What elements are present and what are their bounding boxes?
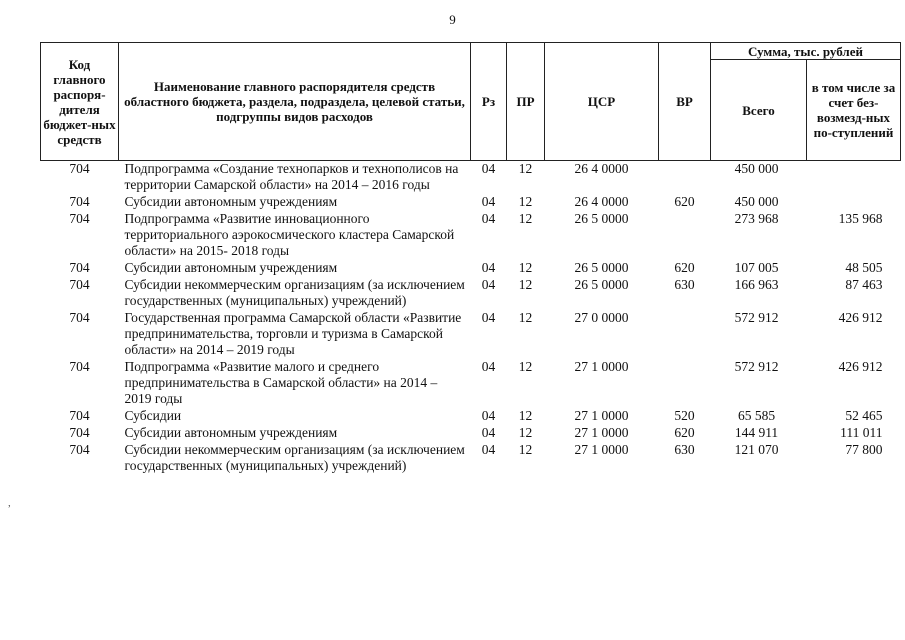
cell-code: 704 bbox=[69, 359, 90, 374]
cell-csr: 26 5 0000 bbox=[574, 260, 629, 275]
table-row bbox=[41, 211, 901, 260]
budget-table bbox=[40, 42, 901, 475]
cell-free: 77 800 bbox=[845, 442, 883, 457]
cell-name: Субсидии некоммерческим организациям (за исключением государственных (муниципальных) учреждений) bbox=[124, 442, 465, 473]
cell-rz: 04 bbox=[481, 277, 496, 292]
cell-free: 87 463 bbox=[845, 277, 883, 292]
header-name: Наименование главного распорядителя средств областного бюджета, раздела, подраздела, целевой статьи, подгруппы видов расходов bbox=[119, 43, 471, 161]
cell-vr: 520 bbox=[674, 408, 695, 423]
cell-pr: 12 bbox=[518, 310, 533, 325]
table-row bbox=[41, 359, 901, 408]
cell-vr bbox=[659, 211, 711, 260]
cell-code: 704 bbox=[69, 425, 90, 440]
cell-rz: 04 bbox=[481, 310, 496, 325]
cell-pr: 12 bbox=[518, 194, 533, 209]
cell-pr: 12 bbox=[518, 277, 533, 292]
cell-vr bbox=[659, 161, 711, 195]
table-row bbox=[41, 408, 901, 425]
header-free: в том числе за счет без-возмезд-ных по-ступлений bbox=[807, 60, 901, 161]
page-number: 9 bbox=[449, 12, 456, 27]
cell-pr: 12 bbox=[518, 425, 533, 440]
cell-total: 144 911 bbox=[734, 425, 779, 440]
header-vr: ВР bbox=[659, 43, 711, 161]
cell-free: 135 968 bbox=[838, 211, 883, 226]
cell-rz: 04 bbox=[481, 425, 496, 440]
cell-total: 166 963 bbox=[734, 277, 779, 292]
header-sum-group: Сумма, тыс. рублей bbox=[711, 43, 901, 60]
cell-code: 704 bbox=[69, 277, 90, 292]
cell-name: Субсидии автономным учреждениям bbox=[124, 260, 338, 275]
cell-name: Подпрограмма «Создание технопарков и технополисов на территории Самарской области» на 2014 – 2016 годы bbox=[124, 161, 459, 192]
cell-name: Подпрограмма «Развитие инновационного территориального аэрокосмического кластера Самарской области» на 2015- 2018 годы bbox=[124, 211, 455, 258]
cell-free: 426 912 bbox=[838, 310, 883, 325]
cell-total: 450 000 bbox=[734, 161, 779, 176]
cell-code: 704 bbox=[69, 260, 90, 275]
cell-vr: 620 bbox=[674, 425, 695, 440]
cell-vr bbox=[659, 310, 711, 359]
cell-free: 111 011 bbox=[840, 425, 883, 440]
cell-code: 704 bbox=[69, 310, 90, 325]
cell-free bbox=[807, 161, 901, 195]
table-row bbox=[41, 194, 901, 211]
header-total: Всего bbox=[711, 60, 807, 161]
cell-name: Субсидии автономным учреждениям bbox=[124, 194, 338, 209]
table-row bbox=[41, 442, 901, 475]
cell-total: 572 912 bbox=[734, 359, 779, 374]
cell-vr: 630 bbox=[674, 442, 695, 457]
cell-code: 704 bbox=[69, 194, 90, 209]
cell-pr: 12 bbox=[518, 260, 533, 275]
table-row bbox=[41, 277, 901, 310]
cell-rz: 04 bbox=[481, 359, 496, 374]
cell-csr: 27 1 0000 bbox=[574, 442, 629, 457]
cell-csr: 27 1 0000 bbox=[574, 359, 629, 374]
cell-code: 704 bbox=[69, 161, 90, 176]
cell-csr: 27 1 0000 bbox=[574, 408, 629, 423]
header-code: Код главного распоря-дителя бюджет-ных средств bbox=[41, 43, 119, 161]
cell-csr: 27 1 0000 bbox=[574, 425, 629, 440]
cell-rz: 04 bbox=[481, 194, 496, 209]
cell-code: 704 bbox=[69, 442, 90, 457]
cell-total: 121 070 bbox=[734, 442, 779, 457]
cell-name: Подпрограмма «Развитие малого и среднего предпринимательства в Самарской области» на 2014 – 2019 годы bbox=[124, 359, 438, 406]
cell-free bbox=[807, 194, 901, 211]
cell-total: 572 912 bbox=[734, 310, 779, 325]
cell-vr: 620 bbox=[674, 260, 695, 275]
cell-code: 704 bbox=[69, 408, 90, 423]
cell-csr: 26 5 0000 bbox=[574, 211, 629, 226]
stray-mark: , bbox=[8, 497, 11, 509]
cell-total: 273 968 bbox=[734, 211, 779, 226]
table-row bbox=[41, 310, 901, 359]
cell-csr: 27 0 0000 bbox=[574, 310, 629, 325]
cell-code: 704 bbox=[69, 211, 90, 226]
cell-rz: 04 bbox=[481, 408, 496, 423]
cell-name: Субсидии некоммерческим организациям (за исключением государственных (муниципальных) учреждений) bbox=[124, 277, 465, 308]
cell-vr bbox=[659, 359, 711, 408]
cell-pr: 12 bbox=[518, 359, 533, 374]
cell-vr: 630 bbox=[674, 277, 695, 292]
cell-name: Субсидии bbox=[124, 408, 182, 423]
cell-pr: 12 bbox=[518, 442, 533, 457]
cell-free: 48 505 bbox=[845, 260, 883, 275]
cell-csr: 26 4 0000 bbox=[574, 161, 629, 176]
cell-total: 450 000 bbox=[734, 194, 779, 209]
cell-free: 426 912 bbox=[838, 359, 883, 374]
cell-rz: 04 bbox=[481, 442, 496, 457]
cell-pr: 12 bbox=[518, 211, 533, 226]
cell-total: 65 585 bbox=[737, 408, 776, 423]
cell-csr: 26 5 0000 bbox=[574, 277, 629, 292]
cell-pr: 12 bbox=[518, 408, 533, 423]
cell-csr: 26 4 0000 bbox=[574, 194, 629, 209]
cell-vr: 620 bbox=[674, 194, 695, 209]
cell-rz: 04 bbox=[481, 260, 496, 275]
table-row bbox=[41, 161, 901, 195]
cell-name: Субсидии автономным учреждениям bbox=[124, 425, 338, 440]
cell-rz: 04 bbox=[481, 161, 496, 176]
cell-free: 52 465 bbox=[845, 408, 883, 423]
header-pr: ПР bbox=[507, 43, 545, 161]
cell-total: 107 005 bbox=[734, 260, 779, 275]
cell-pr: 12 bbox=[518, 161, 533, 176]
cell-name: Государственная программа Самарской области «Развитие предпринимательства, торговли и туризма в Самарской области» на 2014 – 2019 годы bbox=[124, 310, 462, 357]
table-row bbox=[41, 425, 901, 442]
cell-rz: 04 bbox=[481, 211, 496, 226]
header-csr: ЦСР bbox=[545, 43, 659, 161]
table-row bbox=[41, 260, 901, 277]
header-rz: Рз bbox=[471, 43, 507, 161]
